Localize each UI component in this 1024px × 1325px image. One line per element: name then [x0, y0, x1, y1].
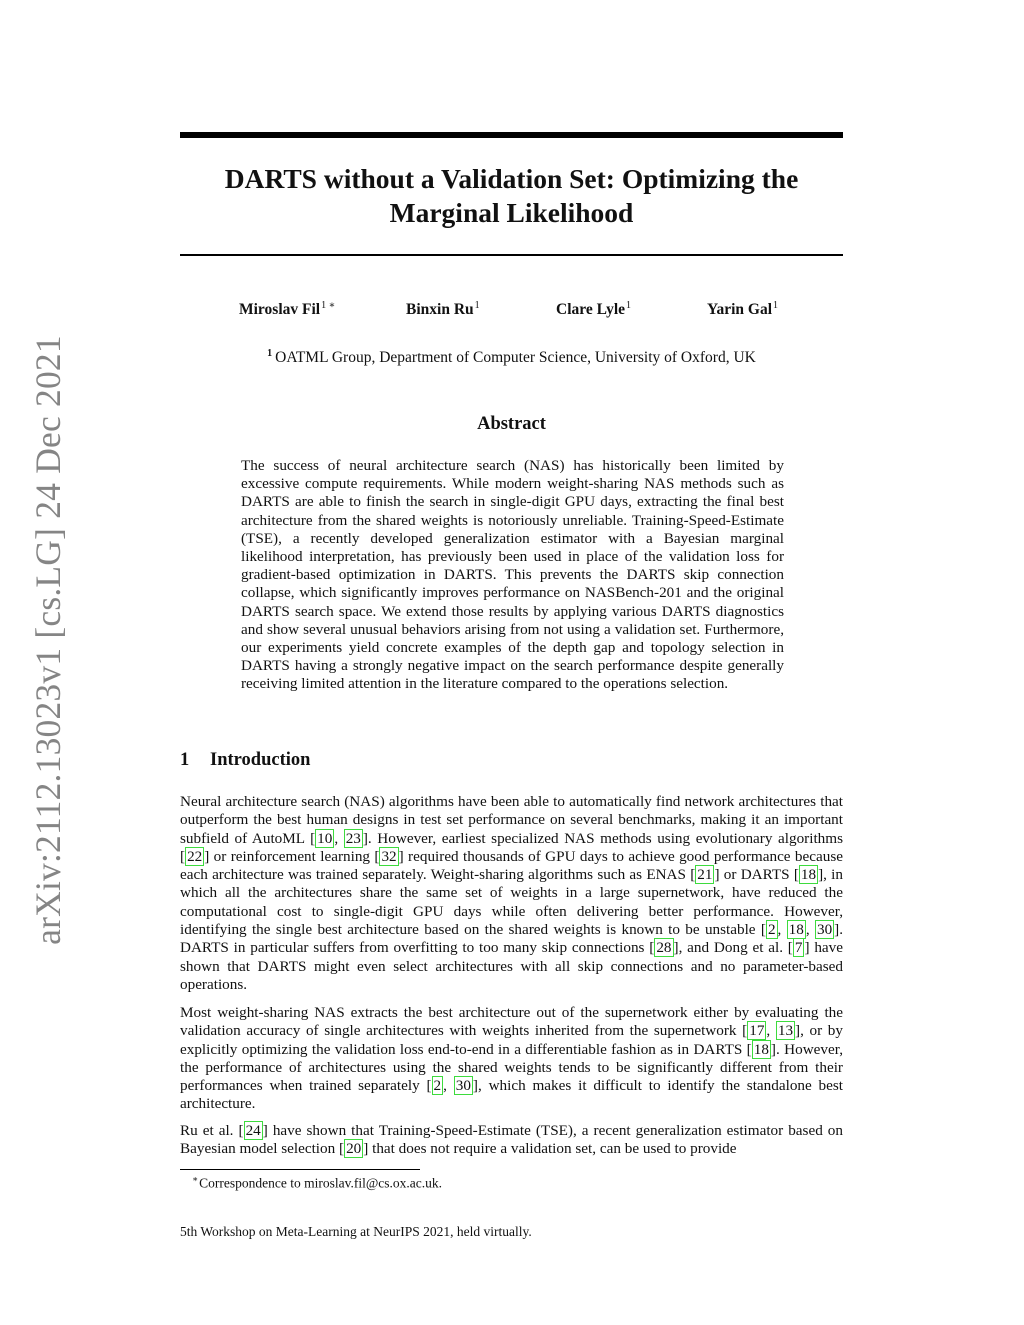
title-rule-bottom: [180, 254, 843, 256]
paper-title: DARTS without a Validation Set: Optimizing the Marginal Likelihood: [224, 163, 799, 228]
citation-link[interactable]: 22: [187, 847, 203, 865]
abstract-heading: Abstract: [477, 414, 546, 434]
citation-link[interactable]: 10: [317, 829, 333, 847]
citation-link[interactable]: 17: [749, 1022, 765, 1040]
citation-link[interactable]: 18: [800, 866, 817, 884]
citation-link[interactable]: 30: [455, 1077, 471, 1095]
author-4: Yarin Gal$^1$: [707, 300, 779, 319]
citation-link[interactable]: 32: [381, 847, 397, 865]
intro-paragraph-2: Most weight-sharing NAS extracts the best architecture out of the supernetwork either by evaluating the validation accuracy of single architectures with weights inherited from the supernetwork [ 17 , 13 ], or by explicitly optimizing the validation loss end-to-end in a differentiable fashion as in DARTS [ 18 ]. However, the performance of architectures using the shared weights tends to be significantly different from their performances when trained separately [ 2 , 30 ], which makes it difficult to identify the standalone best architecture.: [180, 1004, 844, 1113]
author-2: Binxin Ru$^1$: [406, 300, 480, 319]
author-1: Miroslav Fil$^{1 ∗}$: [239, 300, 336, 319]
citation-link[interactable]: 2: [767, 921, 776, 939]
arxiv-identifier-stamp: arXiv:2112.13023v1 [cs.LG] 24 Dec 2021: [28, 335, 68, 945]
citation-link[interactable]: 2: [433, 1077, 442, 1095]
citation-link[interactable]: 30: [816, 921, 833, 939]
section-heading-introduction: 1 Introduction: [180, 750, 311, 770]
citation-link[interactable]: 28: [656, 939, 672, 957]
intro-paragraph-3: Ru et al. [ 24 ] have shown that Training-Speed-Estimate (TSE), a recent generalization estimator based on Bayesian model selection [ 20 ] that does not require a validation set, can be used to provide: [180, 1122, 843, 1158]
citation-link[interactable]: 7: [794, 939, 803, 957]
venue-note: 5th Workshop on Meta-Learning at NeurIPS 2021, held virtually.: [180, 1224, 532, 1239]
intro-paragraph-1: Neural architecture search (NAS) algorithms have been able to automatically find network architectures that outperform the best human designs in test set performance on several benchmarks, making it an important subfield of AutoML [ 10 , 23 ]. However, earliest specialized NAS methods using evolutionary algorithms [ 22 ] or reinforcement learning [ 32 ] required thousands of GPU days to achieve good performance because each architecture was trained separately. Weight-sharing algorithms such as ENAS [ 21 ] or DARTS [ 18 ], in which all the architectures share the same set of weights in a large supernetwork, have reduced the computational cost to single-digit GPU days while often delivering better performance. However, identifying the single best architecture based on the shared weights is known to be unstable [ 2 , 18 , 30 ]. DARTS in particular suffers from overfitting to too many skip connections [ 28 ], and Dong et al. [ 7 ] have shown that DARTS might even select architectures with all skip connections and no parameter-based operations.: [180, 793, 844, 993]
author-3: Clare Lyle$^1$: [556, 300, 632, 319]
title-rule-top: [180, 132, 843, 138]
footnote: ∗Correspondence to miroslav.fil@cs.ox.ac.uk.: [192, 1174, 442, 1191]
abstract-text: The success of neural architecture search (NAS) has historically been limited by excessive compute requirements. While modern weight-sharing NAS methods such as DARTS are able to finish the search in single-digit GPU days, extracting the final best architecture from the shared weights is notoriously unreliable. Training-Speed-Estimate (TSE), a recently developed generalization estimator with a Bayesian marginal likelihood interpretation, has previously been used in place of the validation loss for gradient-based optimization in DARTS. This prevents the DARTS skip connection collapse, which significantly improves performance on NASBench-201 and the original DARTS search space. We extend those results by applying various DARTS diagnostics and show several unusual behaviors arising from not using a validation set. Furthermore, our experiments yield concrete examples of the depth gap and topology selection in DARTS having a strongly negative impact on the search performance despite generally receiving limited attention in the literature compared to the operations selection.: [241, 457, 784, 693]
citation-link[interactable]: 24: [245, 1122, 261, 1139]
citation-link[interactable]: 18: [788, 921, 804, 939]
footnote-rule: [180, 1169, 420, 1170]
citation-link[interactable]: 13: [777, 1022, 794, 1040]
citation-link[interactable]: 21: [697, 866, 713, 884]
citation-link[interactable]: 18: [753, 1040, 769, 1058]
citation-link[interactable]: 20: [346, 1140, 362, 1158]
citation-link[interactable]: 23: [345, 829, 361, 847]
affiliation: $^1$ OATML Group, Department of Computer Science, University of Oxford, UK: [267, 348, 756, 367]
